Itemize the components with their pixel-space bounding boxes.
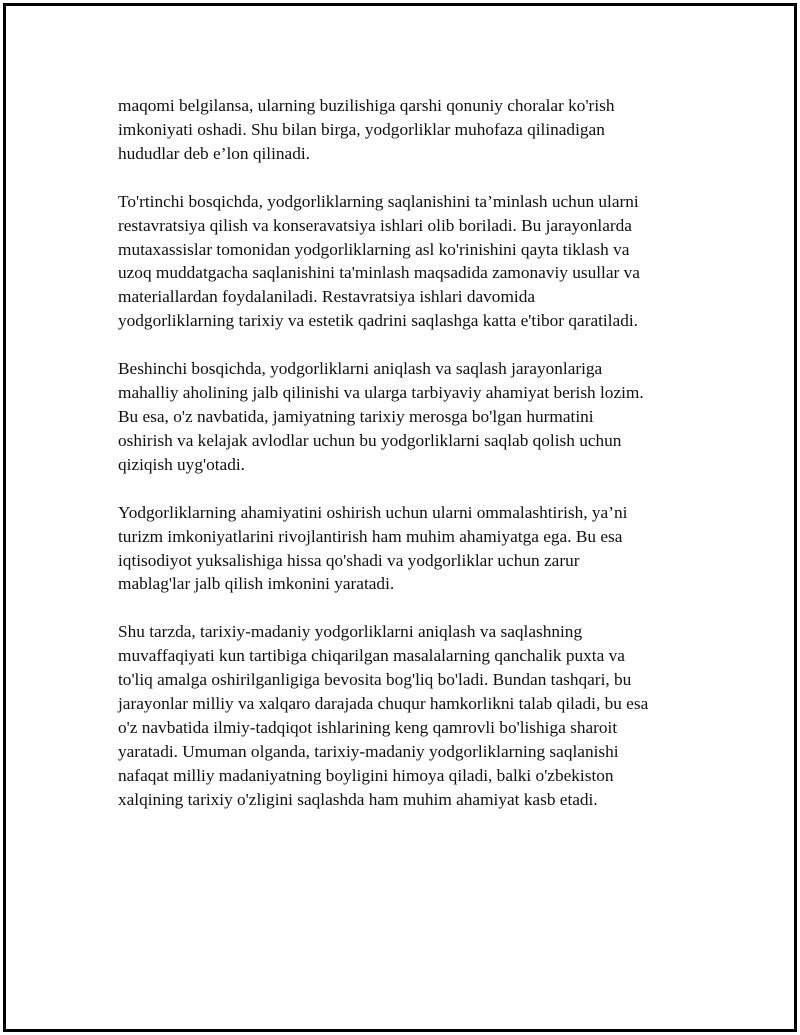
text-line: qiziqish uyg'otadi. (118, 454, 245, 474)
text-line: oshirish va kelajak avlodlar uchun bu yodgorliklarni saqlab qolish uchun (118, 430, 622, 450)
text-line: mutaxassislar tomonidan yodgorliklarning asl ko'rinishini qayta tiklash va (118, 239, 630, 259)
text-line: xalqining tarixiy o'zligini saqlashda ham muhim ahamiyat kasb etadi. (118, 789, 598, 809)
text-line: Yodgorliklarning ahamiyatini oshirish uchun ularni ommalashtirish, ya’ni (118, 502, 628, 522)
text-line: to'liq amalga oshirilganligiga bevosita bog'liq bo'ladi. Bundan tashqari, bu (118, 670, 632, 690)
paragraph-1 (118, 94, 708, 166)
text-line: yaratadi. Umuman olganda, tarixiy-madaniy yodgorliklarning saqlanishi (118, 741, 619, 761)
paragraph-4 (118, 501, 708, 597)
text-line: nafaqat milliy madaniyatning boyligini himoya qiladi, balki o'zbekiston (118, 765, 614, 785)
paragraph-2 (118, 190, 708, 333)
text-line: hududlar deb e’lon qilinadi. (118, 143, 310, 163)
text-line: imkoniyati oshadi. Shu bilan birga, yodgorliklar muhofaza qilinadigan (118, 119, 605, 139)
text-line: To'rtinchi bosqichda, yodgorliklarning saqlanishini ta’minlash uchun ularni (118, 191, 639, 211)
text-line: materiallardan foydalaniladi. Restavratsiya ishlari davomida (118, 287, 536, 307)
text-line: restavratsiya qilish va konseravatsiya ishlari olib boriladi. Bu jarayonlarda (118, 215, 632, 235)
text-line: Shu tarzda, tarixiy-madaniy yodgorliklarni aniqlash va saqlashning (118, 622, 583, 642)
text-line: iqtisodiyot yuksalishiga hissa qo'shadi va yodgorliklar uchun zarur (118, 550, 580, 570)
text-line: mablag'lar jalb qilish imkonini yaratadi. (118, 574, 395, 594)
text-line: mahalliy aholining jalb qilinishi va ularga tarbiyaviy ahamiyat berish lozim. (118, 383, 644, 403)
text-line: o'z navbatida ilmiy-tadqiqot ishlarining keng qamrovli bo'lishiga sharoit (118, 717, 618, 737)
paragraph-5 (118, 620, 708, 811)
paragraph-3 (118, 357, 708, 477)
text-line: yodgorliklarning tarixiy va estetik qadrini saqlashga katta e'tibor qaratiladi. (118, 311, 638, 331)
document-body (118, 94, 708, 836)
text-line: maqomi belgilansa, ularning buzilishiga qarshi qonuniy choralar ko'rish (118, 96, 615, 115)
text-line: Beshinchi bosqichda, yodgorliklarni aniqlash va saqlash jarayonlariga (118, 359, 603, 379)
text-line: uzoq muddatgacha saqlanishini ta'minlash maqsadida zamonaviy usullar va (118, 263, 640, 283)
text-line: jarayonlar milliy va xalqaro darajada chuqur hamkorlikni talab qiladi, bu esa (118, 694, 649, 714)
text-line: muvaffaqiyati kun tartibiga chiqarilgan masalalarning qanchalik puxta va (118, 646, 625, 666)
text-line: turizm imkoniyatlarini rivojlantirish ham muhim ahamiyatga ega. Bu esa (118, 526, 623, 546)
text-line: Bu esa, o'z navbatida, jamiyatning tarixiy merosga bo'lgan hurmatini (118, 406, 594, 426)
